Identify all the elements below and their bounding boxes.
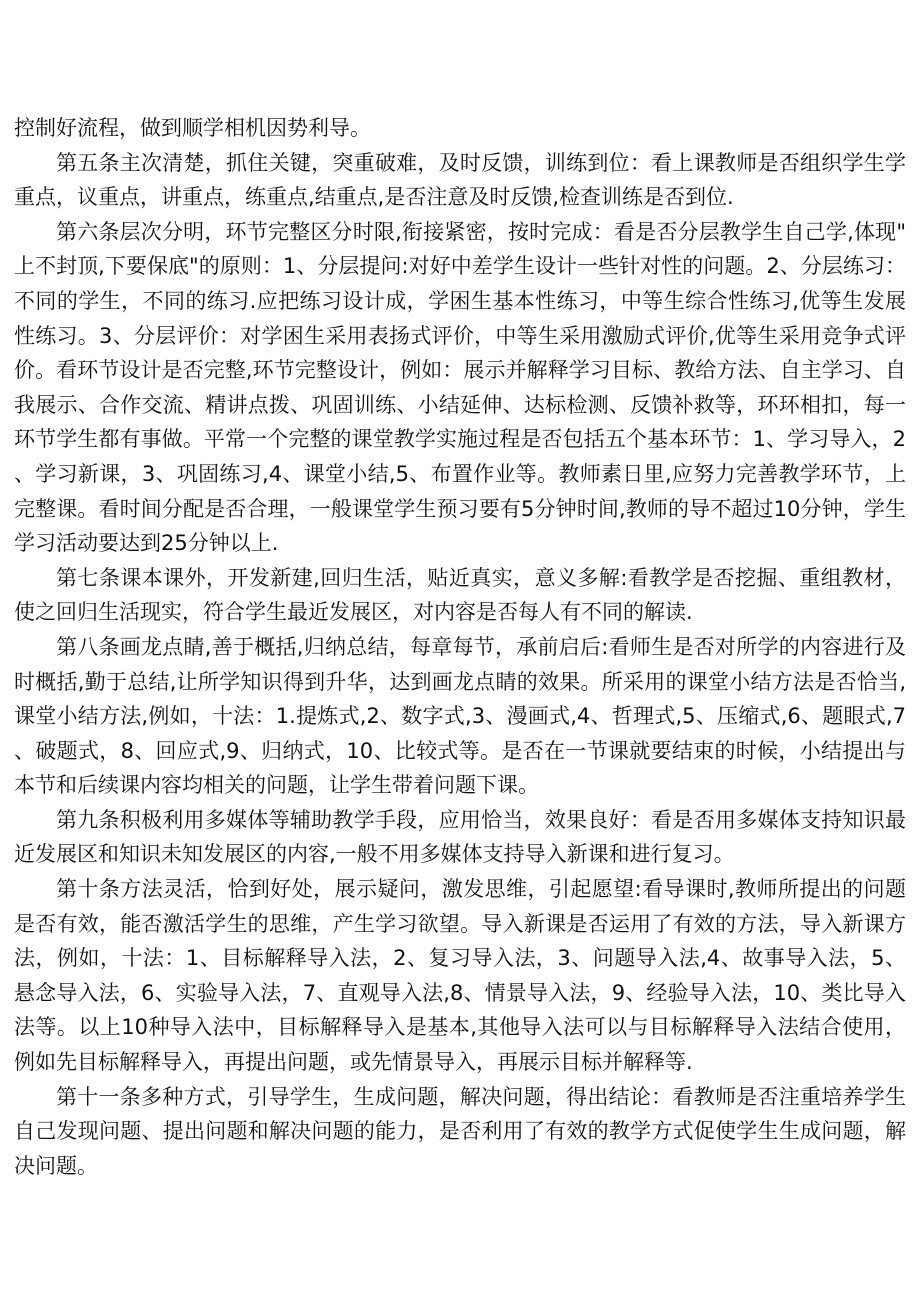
document-body: [14, 111, 906, 1183]
paragraph-article-6: 第六条层次分明，环节完整区分时限,衔接紧密，按时完成：看是否分层教学生自己学,体现"上不封顶,下要保底"的原则：1、分层提问:对好中差学生设计一些针对性的问题。2、分层练习：不同的学生，不同的练习.应把练习设计成，学困生基本性练习，中等生综合性练习,优等生发展性练习。3、分层评价：对学困生采用表扬式评价，中等生采用激励式评价,优等生采用竞争式评价。看环节设计是否完整,环节完整设计，例如：展示并解释学习目标、教给方法、自主学习、自我展示、合作交流、精讲点拨、巩固训练、小结延伸、达标检测、反馈补救等，环环相扣，每一环节学生都有事做。平常一个完整的课堂教学实施过程是否包括五个基本环节：1、学习导入，2、学习新课，3、巩固练习,4、课堂小结,5、布置作业等。教师素日里,应努力完善教学环节，上完整课。看时间分配是否合理，一般课堂学生预习要有5分钟时间,教师的导不超过10分钟，学生学习活动要达到25分钟以上.: [14, 219, 906, 556]
paragraph-article-9: 第九条积极利用多媒体等辅助教学手段，应用恰当，效果良好：看是否用多媒体支持知识最近发展区和知识未知发展区的内容,一般不用多媒体支持导入新课和进行复习。: [14, 807, 906, 867]
paragraph-article-5: 第五条主次清楚，抓住关键，突重破难，及时反馈，训练到位：看上课教师是否组织学生学重点，议重点，讲重点，练重点,结重点,是否注意及时反馈,检查训练是否到位.: [14, 150, 906, 210]
paragraph-article-11: 第十一条多种方式，引导学生，生成问题，解决问题，得出结论：看教师是否注重培养学生自己发现问题、提出问题和解决问题的能力，是否利用了有效的教学方式促使学生生成问题，解决问题。: [14, 1084, 906, 1178]
paragraph-continuation: 控制好流程，做到顺学相机因势利导。: [14, 116, 371, 140]
paragraph-article-10: 第十条方法灵活，恰到好处，展示疑问，激发思维，引起愿望:看导课时,教师所提出的问题是否有效，能否激活学生的思维，产生学习欲望。导入新课是否运用了有效的方法，导入新课方法，例如，十法：1、目标解释导入法，2、复习导入法，3、问题导入法,4、故事导入法，5、悬念导入法，6、实验导入法，7、直观导入法,8、情景导入法，9、经验导入法，10、类比导入法等。以上10种导入法中，目标解释导入是基本,其他导入法可以与目标解释导入法结合使用，例如先目标解释导入，再提出问题，或先情景导入，再展示目标并解释等.: [14, 877, 906, 1075]
paragraph-article-7: 第七条课本课外，开发新建,回归生活，贴近真实，意义多解:看教学是否挖掘、重组教材，使之回归生活现实，符合学生最近发展区，对内容是否每人有不同的解读.: [14, 565, 906, 625]
paragraph-article-8: 第八条画龙点睛,善于概括,归纳总结，每章每节，承前启后:看师生是否对所学的内容进行及时概括,勤于总结,让所学知识得到升华，达到画龙点睛的效果。所采用的课堂小结方法是否恰当,课堂小结方法,例如，十法：1.提炼式,2、数字式,3、漫画式,4、哲理式,5、压缩式,6、题眼式,7、破题式，8、回应式,9、归纳式，10、比较式等。是否在一节课就要结束的时候，小结提出与本节和后续课内容均相关的问题，让学生带着问题下课。: [14, 634, 906, 798]
